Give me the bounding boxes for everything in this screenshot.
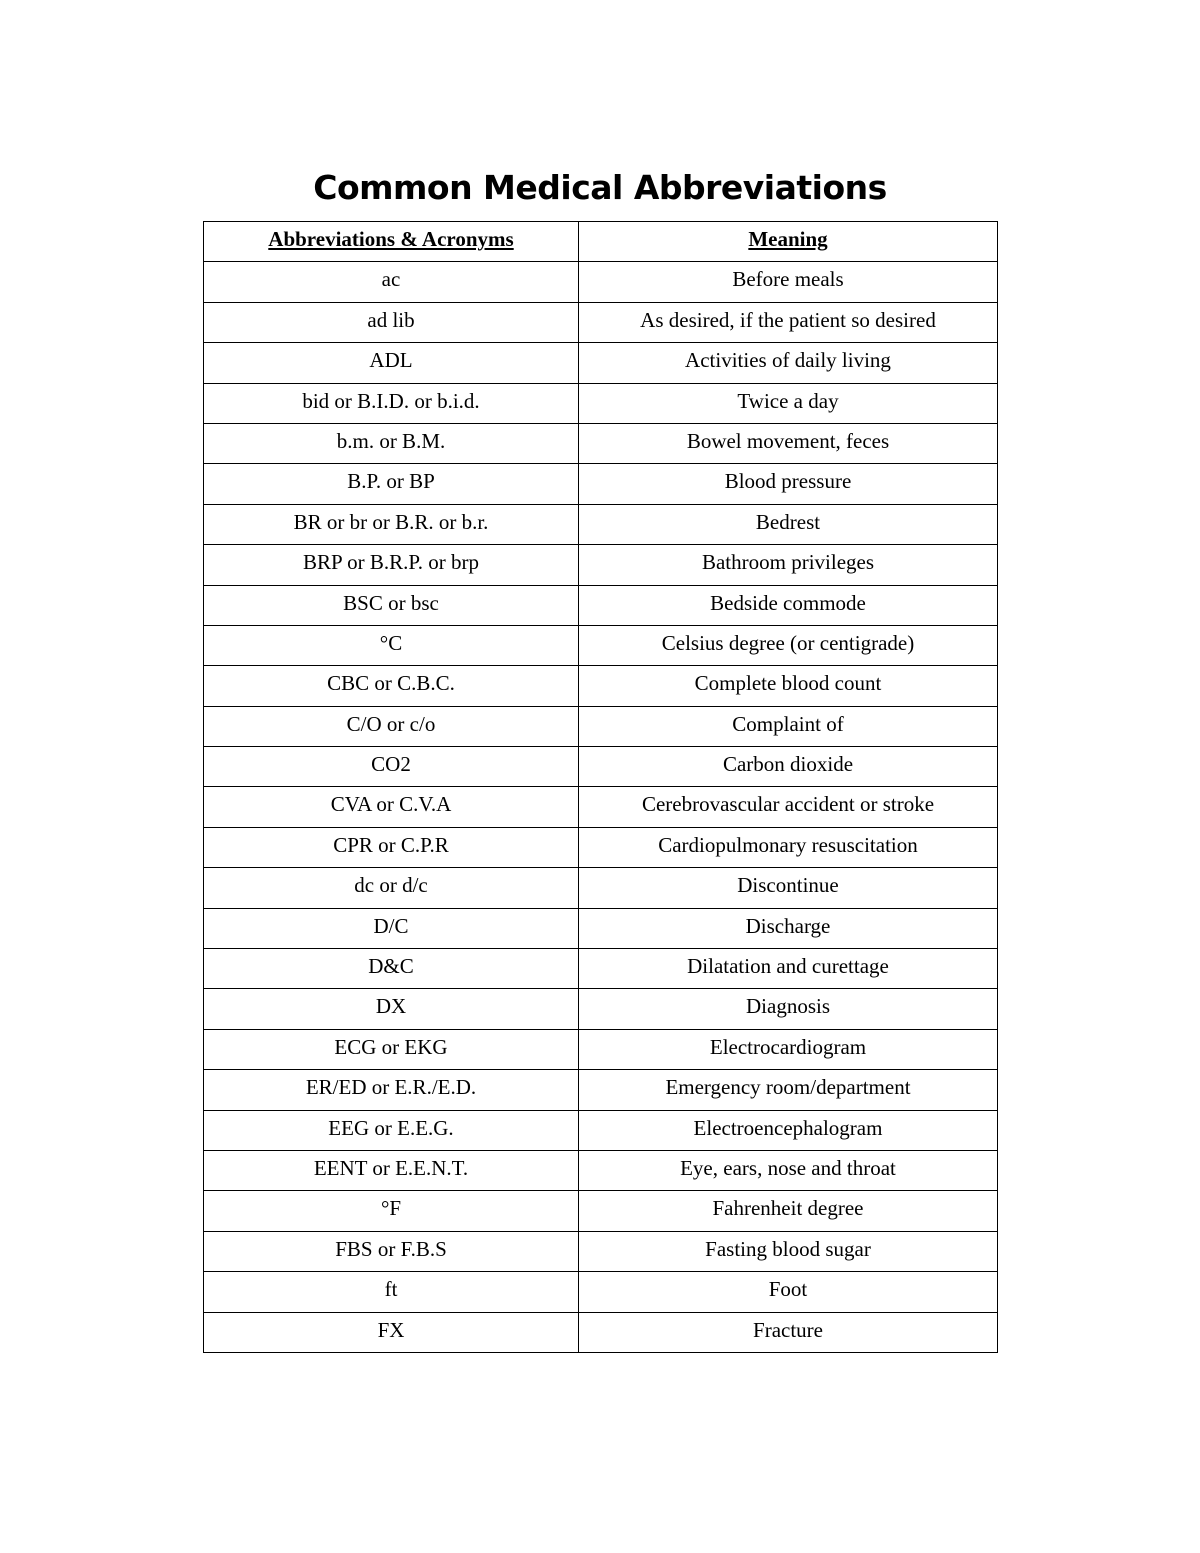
meaning-cell: Cardiopulmonary resuscitation xyxy=(579,827,998,867)
meaning-cell: Electrocardiogram xyxy=(579,1029,998,1069)
meaning-cell: Dilatation and curettage xyxy=(579,949,998,989)
meaning-cell: Complaint of xyxy=(579,706,998,746)
abbreviation-cell: D&C xyxy=(204,949,579,989)
meaning-cell: Fracture xyxy=(579,1312,998,1352)
column-header-abbreviation: Abbreviations & Acronyms xyxy=(204,222,579,262)
table-row xyxy=(204,1231,998,1271)
table-row xyxy=(204,1110,998,1150)
meaning-cell: Before meals xyxy=(579,262,998,302)
abbreviations-table xyxy=(203,221,998,1353)
meaning-cell: Bedrest xyxy=(579,504,998,544)
abbreviation-cell: ECG or EKG xyxy=(204,1029,579,1069)
abbreviation-cell: b.m. or B.M. xyxy=(204,423,579,463)
abbreviation-cell: ER/ED or E.R./E.D. xyxy=(204,1070,579,1110)
abbreviation-cell: CVA or C.V.A xyxy=(204,787,579,827)
meaning-cell: Foot xyxy=(579,1272,998,1312)
meaning-cell: Bathroom privileges xyxy=(579,545,998,585)
meaning-cell: As desired, if the patient so desired xyxy=(579,302,998,342)
meaning-cell: Eye, ears, nose and throat xyxy=(579,1150,998,1190)
abbreviation-cell: BRP or B.R.P. or brp xyxy=(204,545,579,585)
meaning-cell: Electroencephalogram xyxy=(579,1110,998,1150)
table-row xyxy=(204,1150,998,1190)
meaning-cell: Carbon dioxide xyxy=(579,747,998,787)
table-row xyxy=(204,423,998,463)
table-row xyxy=(204,343,998,383)
meaning-cell: Celsius degree (or centigrade) xyxy=(579,625,998,665)
meaning-cell: Cerebrovascular accident or stroke xyxy=(579,787,998,827)
abbreviation-cell: ad lib xyxy=(204,302,579,342)
abbreviation-cell: ac xyxy=(204,262,579,302)
meaning-cell: Discharge xyxy=(579,908,998,948)
meaning-cell: Diagnosis xyxy=(579,989,998,1029)
table-row xyxy=(204,625,998,665)
table-row xyxy=(204,827,998,867)
table-row xyxy=(204,989,998,1029)
abbreviation-cell: dc or d/c xyxy=(204,868,579,908)
abbreviation-cell: C/O or c/o xyxy=(204,706,579,746)
table-row xyxy=(204,908,998,948)
table-body xyxy=(204,262,998,1353)
table-row xyxy=(204,1191,998,1231)
table-row xyxy=(204,949,998,989)
meaning-cell: Bedside commode xyxy=(579,585,998,625)
meaning-cell: Discontinue xyxy=(579,868,998,908)
page-title: Common Medical Abbreviations xyxy=(313,168,887,208)
table-row xyxy=(204,262,998,302)
abbreviation-cell: EEG or E.E.G. xyxy=(204,1110,579,1150)
abbreviation-cell: ADL xyxy=(204,343,579,383)
meaning-cell: Bowel movement, feces xyxy=(579,423,998,463)
table-row xyxy=(204,383,998,423)
abbreviation-cell: CBC or C.B.C. xyxy=(204,666,579,706)
table-row xyxy=(204,868,998,908)
table-row xyxy=(204,1029,998,1069)
table-row xyxy=(204,545,998,585)
abbreviation-cell: CPR or C.P.R xyxy=(204,827,579,867)
table-row xyxy=(204,787,998,827)
meaning-cell: Emergency room/department xyxy=(579,1070,998,1110)
abbreviation-cell: ft xyxy=(204,1272,579,1312)
abbreviation-cell: °F xyxy=(204,1191,579,1231)
abbreviation-cell: DX xyxy=(204,989,579,1029)
meaning-cell: Blood pressure xyxy=(579,464,998,504)
abbreviation-cell: D/C xyxy=(204,908,579,948)
abbreviation-cell: EENT or E.E.N.T. xyxy=(204,1150,579,1190)
abbreviation-cell: FBS or F.B.S xyxy=(204,1231,579,1271)
meaning-cell: Fahrenheit degree xyxy=(579,1191,998,1231)
abbreviation-cell: °C xyxy=(204,625,579,665)
table-row xyxy=(204,1272,998,1312)
abbreviation-cell: B.P. or BP xyxy=(204,464,579,504)
meaning-cell: Twice a day xyxy=(579,383,998,423)
table-row xyxy=(204,666,998,706)
table-row xyxy=(204,747,998,787)
column-header-meaning: Meaning xyxy=(579,222,998,262)
meaning-cell: Activities of daily living xyxy=(579,343,998,383)
abbreviation-cell: FX xyxy=(204,1312,579,1352)
table-row xyxy=(204,302,998,342)
table-row xyxy=(204,1312,998,1352)
table-row xyxy=(204,1070,998,1110)
table-row xyxy=(204,585,998,625)
table-row xyxy=(204,464,998,504)
abbreviation-cell: BSC or bsc xyxy=(204,585,579,625)
table-row xyxy=(204,504,998,544)
table-header-row xyxy=(204,222,998,262)
abbreviation-cell: bid or B.I.D. or b.i.d. xyxy=(204,383,579,423)
abbreviation-cell: BR or br or B.R. or b.r. xyxy=(204,504,579,544)
table-row xyxy=(204,706,998,746)
meaning-cell: Fasting blood sugar xyxy=(579,1231,998,1271)
abbreviation-cell: CO2 xyxy=(204,747,579,787)
meaning-cell: Complete blood count xyxy=(579,666,998,706)
